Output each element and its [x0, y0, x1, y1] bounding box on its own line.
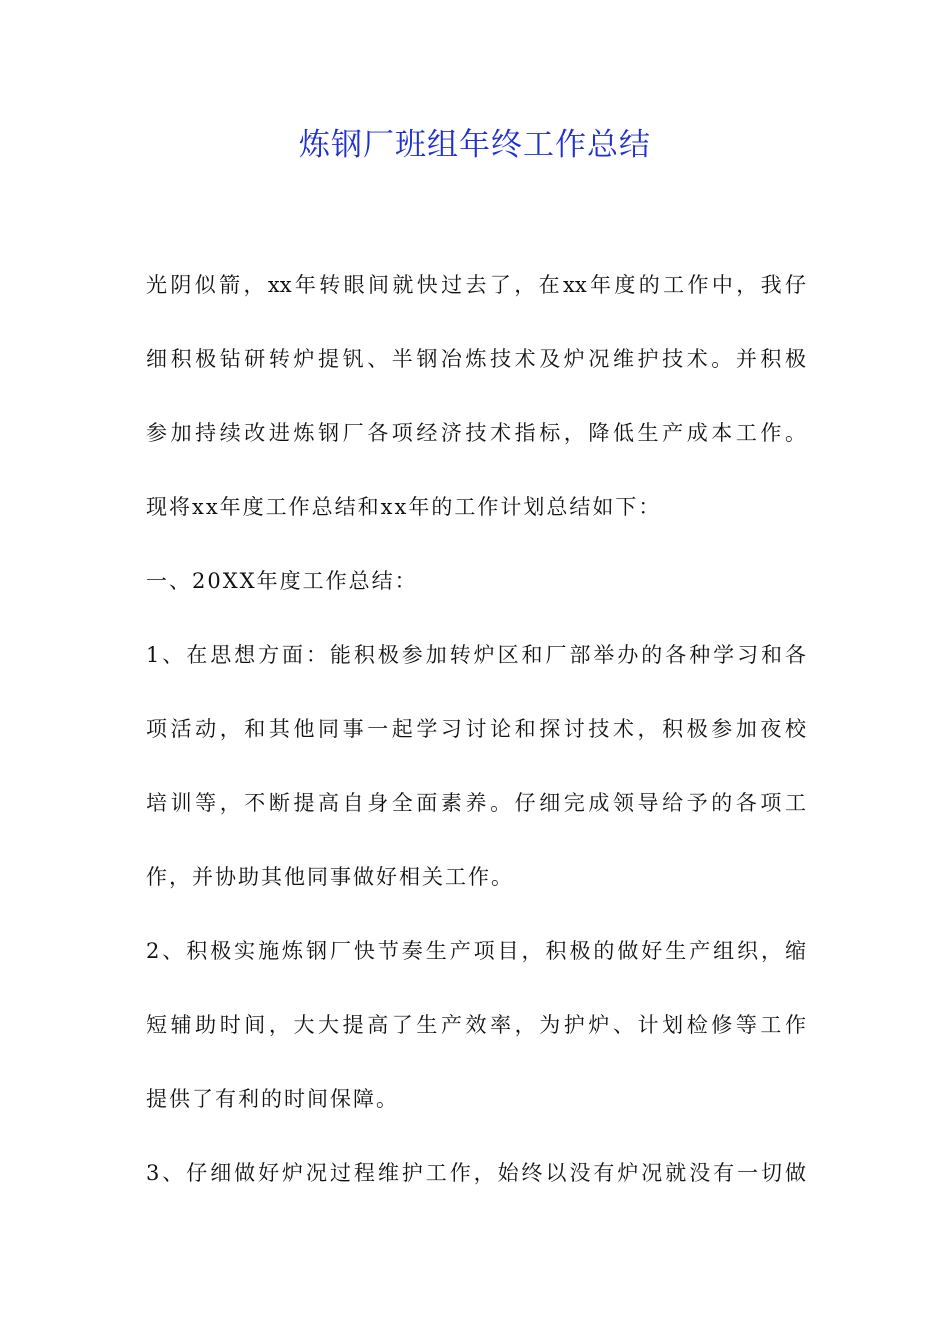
section-heading: 一、20XX年度工作总结：	[146, 569, 418, 593]
body-line: 1、在思想方面：能积极参加转炉区和厂部举办的各种学习和各	[146, 643, 806, 667]
body-line: 作，并协助其他同事做好相关工作。	[146, 865, 514, 889]
body-line: 光阴似箭，xx年转眼间就快过去了，在xx年度的工作中，我仔	[146, 273, 806, 297]
body-line: 培训等，不断提高自身全面素养。仔细完成领导给予的各项工	[146, 791, 806, 815]
body-line: 现将xx年度工作总结和xx年的工作计划总结如下：	[146, 495, 662, 519]
body-line: 提供了有利的时间保障。	[146, 1087, 399, 1111]
document-title: 炼钢厂班组年终工作总结	[299, 127, 651, 163]
body-line: 2、积极实施炼钢厂快节奏生产项目，积极的做好生产组织，缩	[146, 939, 806, 963]
body-line: 参加持续改进炼钢厂各项经济技术指标，降低生产成本工作。	[146, 421, 806, 445]
body-line: 3、仔细做好炉况过程维护工作，始终以没有炉况就没有一切做	[146, 1161, 806, 1185]
body-line: 细积极钻研转炉提钒、半钢冶炼技术及炉况维护技术。并积极	[146, 347, 806, 371]
body-line: 短辅助时间，大大提高了生产效率，为护炉、计划检修等工作	[146, 1013, 806, 1037]
body-line: 项活动，和其他同事一起学习讨论和探讨技术，积极参加夜校	[146, 717, 806, 741]
